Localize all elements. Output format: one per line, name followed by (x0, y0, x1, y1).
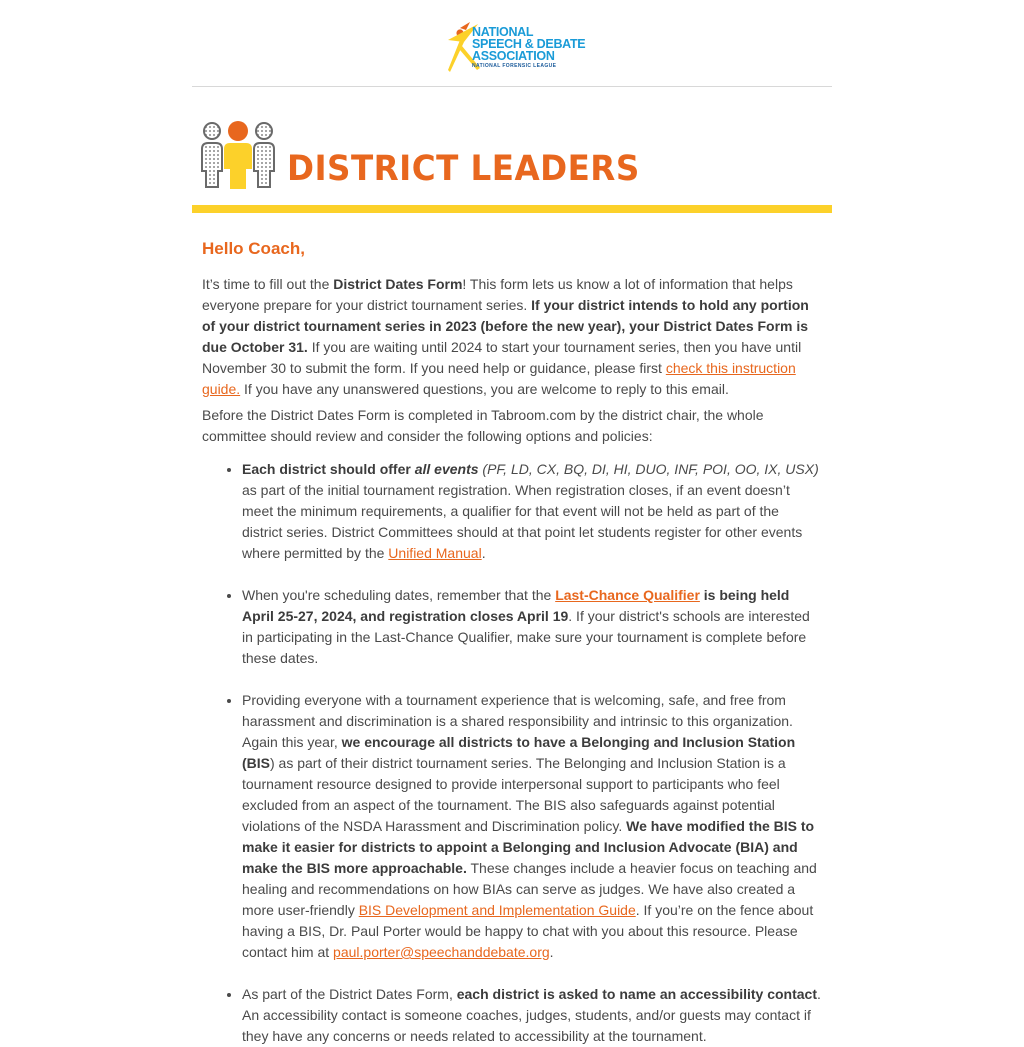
accessibility-text-1: As part of the District Dates Form, (242, 986, 457, 1002)
bis-bold-1: we encourage all districts to have a Belonging and Inclusion Station (BIS (242, 734, 796, 771)
banner-title: DISTRICT LEADERS (287, 149, 640, 189)
bis-bold-2: We have modified the BIS to make it easier for districts to appoint a Belonging and Inclusion Advocate (BIA) and make the BIS more approachable. (242, 818, 815, 876)
accessibility-text-2: . An accessibility contact is someone coaches, judges, students, and/or guests may contact if they have any concerns or needs related to accessibility at the tournament. (242, 986, 821, 1044)
logo-line-2: SPEECH & DEBATE (472, 37, 586, 51)
header (192, 0, 832, 87)
intro-bold-deadline: If your district intends to hold any portion of your district tournament series in 2023 (before the new year), your District Dates Form is due October 31. (202, 297, 809, 355)
intro-text-4: If you have any unanswered questions, you are welcome to reply to this email. (240, 381, 729, 397)
intro-text-2: ! This form lets us know a lot of information that helps everyone prepare for your district tournament series. (202, 276, 793, 313)
list-item-last-chance (242, 585, 822, 669)
email-content (192, 213, 832, 1047)
unified-manual-link[interactable]: Unified Manual (388, 545, 482, 561)
last-chance-bold: is being held April 25-27, 2024, and registration closes April 19 (242, 587, 790, 624)
intro-text-3: If you are waiting until 2024 to start your tournament series, then you have until November 30 to submit the form. If you need help or guidance, please first (202, 339, 802, 376)
instruction-guide-link[interactable]: check this instruction guide. (202, 360, 796, 397)
intro-bold-form-name: District Dates Form (333, 276, 463, 292)
last-chance-text-2: . If your district's schools are interested in participating in the Last-Chance Qualifier, make sure your tournament is complete before these dates. (242, 608, 810, 666)
list-item-all-events (242, 459, 822, 564)
all-events-bold-italic: all events (414, 461, 479, 477)
people-icon (200, 121, 278, 191)
bis-text-2: ) as part of their district tournament series. The Belonging and Inclusion Station is a tournament resource designed to provide interpersonal support to participants who feel excluded from an aspect of the tournament. The BIS also safeguards against potential violations of the NSDA Harassment and Discrimination policy. (242, 755, 786, 834)
all-events-bold: Each district should offer (242, 461, 415, 477)
logo-text (472, 26, 585, 69)
list-item-accessibility (242, 984, 822, 1047)
email-body (192, 0, 832, 1047)
intro-paragraph (202, 274, 822, 400)
district-leaders-banner (192, 87, 832, 213)
list-item-bis (242, 690, 822, 963)
list-item-end: . (549, 944, 554, 960)
bis-text-1: Providing everyone with a tournament experience that is welcoming, safe, and free from harassment and discrimination is a shared responsibility and intrinsic to this organization. Again this year, (242, 692, 793, 750)
paul-porter-email-link[interactable]: paul.porter@speechanddebate.org (333, 944, 550, 960)
bis-text-3: These changes include a heavier focus on teaching and healing and recommendations on how BIAs can serve as judges. We have also created a more user-friendly (242, 860, 817, 918)
nsda-logo[interactable] (444, 20, 584, 76)
policies-list (202, 459, 822, 1047)
logo-subtitle: NATIONAL FORENSIC LEAGUE (472, 63, 557, 69)
last-chance-text-1: When you're scheduling dates, remember that the (242, 587, 556, 603)
bis-guide-link[interactable]: BIS Development and Implementation Guide (358, 902, 636, 918)
accessibility-bold: each district is asked to name an accessibility contact (456, 986, 817, 1002)
policies-intro-paragraph: Before the District Dates Form is completed in Tabroom.com by the district chair, the whole committee should review and consider the following options and policies: (202, 407, 764, 444)
events-list-italic: (PF, LD, CX, BQ, DI, HI, DUO, INF, POI, OO, IX, USX) (478, 461, 819, 477)
logo-line-1: NATIONAL (472, 25, 534, 39)
bis-text-4: . If you’re on the fence about having a BIS, Dr. Paul Porter would be happy to chat with you about this resource. Please contact him at (242, 902, 814, 960)
last-chance-qualifier-link[interactable]: Last-Chance Qualifier (555, 587, 700, 603)
greeting: Hello Coach, (202, 239, 305, 258)
all-events-text: as part of the initial tournament registration. When registration closes, if an event doesn’t meet the minimum requirements, a qualifier for that event will not be held as part of the district series. District Committees should at that point let students register for other events where permitted by the (242, 482, 803, 561)
logo-line-3: ASSOCIATION (472, 49, 555, 63)
intro-text-1: It’s time to fill out the (202, 276, 334, 292)
list-item-end: . (481, 545, 486, 561)
